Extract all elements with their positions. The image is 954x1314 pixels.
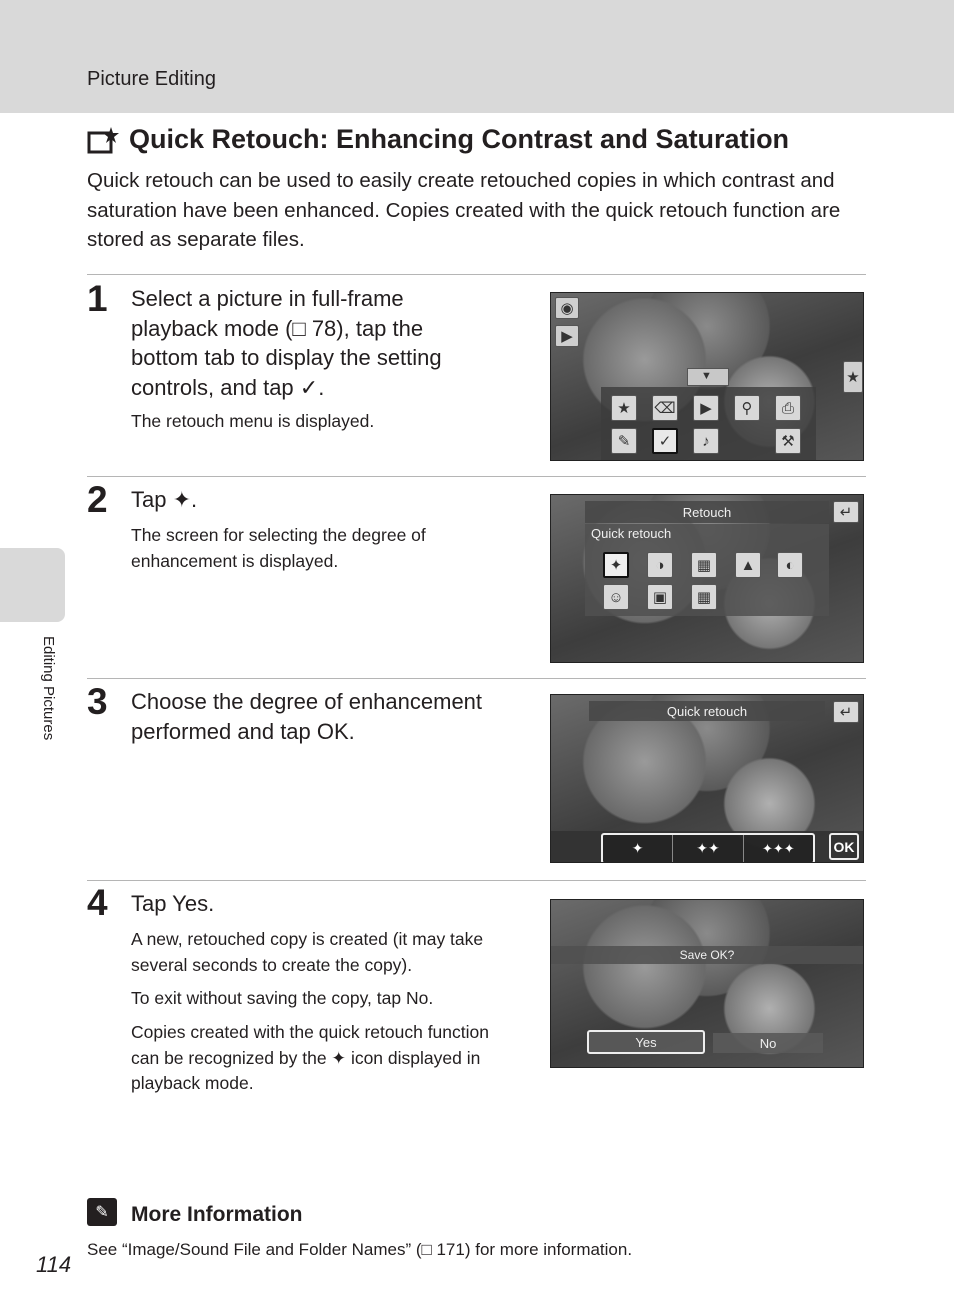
delete-icon[interactable]: ⌫ [652, 395, 678, 421]
yes-button[interactable]: Yes [587, 1030, 705, 1054]
step-instruction [131, 284, 516, 402]
crop-icon[interactable]: ▦ [691, 584, 717, 610]
step-number: 4 [87, 882, 108, 923]
slideshow-icon[interactable]: ▶ [693, 395, 719, 421]
wrench-icon[interactable]: ⚒ [775, 428, 801, 454]
step-line: Choose the degree of enhancement [131, 689, 483, 714]
step-number: 3 [87, 681, 108, 722]
quick-retouch-option-icon[interactable]: ✦ [603, 552, 629, 578]
pencil-icon[interactable]: ✎ [611, 428, 637, 454]
voice-memo-icon[interactable]: ♪ [693, 428, 719, 454]
more-info-text: See “Image/Sound File and Folder Names” (□ 171) for more information. [87, 1240, 633, 1259]
panel-label: Quick retouch [591, 526, 672, 541]
back-icon[interactable]: ↵ [833, 701, 859, 723]
protect-key-icon[interactable]: ⚲ [734, 395, 760, 421]
side-label: Editing Pictures [40, 636, 57, 741]
step-instruction [131, 485, 516, 515]
header-band [0, 0, 954, 113]
more-info-title: More Information [131, 1203, 303, 1226]
page-number: 114 [36, 1252, 72, 1277]
sparkle-icon: ✦ [631, 840, 644, 856]
step-line: Tap Yes. [131, 891, 215, 916]
ok-button[interactable]: OK [829, 833, 859, 860]
small-picture-icon[interactable]: ▣ [647, 584, 673, 610]
step-note: Copies created with the quick retouch function can be recognized by the ✦ icon displayed in playback mode. [131, 1022, 489, 1093]
divider [87, 476, 866, 477]
red-eye-icon[interactable]: ◐ [777, 552, 803, 578]
retouch-icon[interactable]: ✓ [652, 428, 678, 454]
favorite-icon[interactable]: ★ [611, 395, 637, 421]
step-line: performed and tap OK. [131, 718, 355, 744]
divider [87, 274, 866, 275]
step-note: To exit without saving the copy, tap No. [131, 988, 434, 1008]
divider [87, 678, 866, 679]
section-title: Picture Editing [87, 68, 216, 90]
screen-retouch-selection [550, 494, 864, 663]
bottom-tab[interactable] [687, 368, 729, 386]
level-normal-button[interactable] [673, 835, 743, 862]
step-number: 1 [87, 278, 108, 319]
no-button[interactable]: No [713, 1033, 823, 1053]
save-prompt: Save OK? [551, 946, 863, 964]
screen-header: Retouch [585, 501, 829, 523]
step-line: playback mode (□ 78), tap the [131, 315, 424, 341]
d-lighting-icon[interactable]: ◑ [647, 552, 673, 578]
step-number: 2 [87, 479, 108, 520]
quick-retouch-icon [87, 125, 121, 155]
side-tab [0, 548, 65, 622]
playback-mode-icon[interactable]: ▶ [555, 325, 579, 347]
filter-effects-icon[interactable]: ▲ [735, 552, 761, 578]
screen-save-confirm [550, 899, 864, 1068]
step-instruction [131, 889, 516, 919]
step-line: bottom tab to display the setting [131, 345, 442, 370]
step-note: The screen for selecting the degree of enhancement is displayed. [131, 525, 426, 571]
favorite-tab-icon[interactable]: ★ [843, 361, 863, 393]
screen-retouch-menu [550, 292, 864, 461]
settings-panel [601, 387, 816, 460]
step-note: A new, retouched copy is created (it may take several seconds to create the copy). [131, 929, 484, 975]
level-selector [601, 833, 815, 863]
divider [87, 880, 866, 881]
chevron-down-icon: ▼ [701, 370, 712, 382]
page-title-text: Quick Retouch: Enhancing Contrast and Saturation [129, 124, 790, 154]
camera-mode-icon[interactable]: ◉ [555, 297, 579, 319]
screen-quick-retouch [550, 694, 864, 863]
screen-header: Quick retouch [589, 701, 825, 721]
step-line: Tap ✦. [131, 487, 198, 512]
level-low-button[interactable] [603, 835, 673, 862]
skin-softening-icon[interactable]: ▦ [691, 552, 717, 578]
more-info-icon: ✎ [87, 1198, 117, 1226]
level-high-button[interactable] [744, 835, 813, 862]
step-instruction [131, 687, 516, 746]
glamour-icon[interactable]: ☺ [603, 584, 629, 610]
retouch-panel [585, 524, 829, 616]
step-note: The retouch menu is displayed. [131, 411, 375, 431]
print-order-icon[interactable]: ⎙ [775, 395, 801, 421]
step-line: Select a picture in full-frame [131, 286, 404, 311]
page-title [87, 124, 789, 155]
step-line: controls, and tap ✓. [131, 374, 325, 400]
intro-paragraph: Quick retouch can be used to easily create retouched copies in which contrast and saturation have been enhanced. Copies created with the quick retouch function are stored as separate files. [87, 169, 841, 251]
sparkle-double-icon: ✦✦ [696, 840, 720, 856]
sparkle-triple-icon: ✦✦✦ [761, 840, 795, 856]
back-icon[interactable]: ↵ [833, 501, 859, 523]
